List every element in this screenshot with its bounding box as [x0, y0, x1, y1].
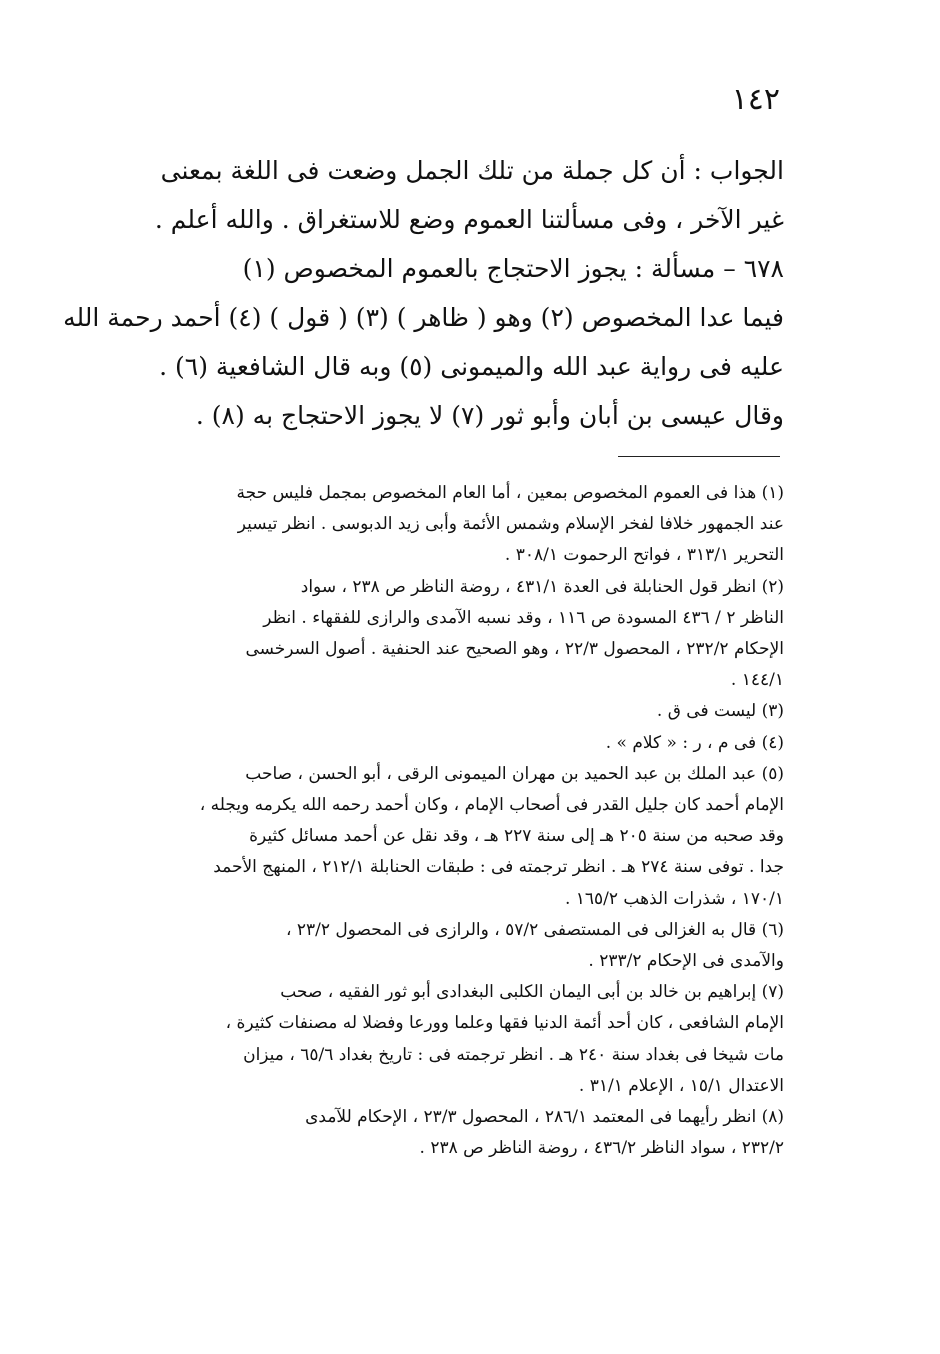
footnote-line: (٣) ليست فى ق . [656, 701, 784, 722]
footnote-separator [618, 456, 780, 457]
footnote-line: (١) هذا فى العموم المخصوص بمعين ، أما العام المخصوص بمجمل فليس حجة [236, 483, 784, 503]
page-number: ١٤٢ [731, 82, 780, 117]
footnote-line: التحرير ٣١٣/١ ، فواتح الرحموت ٣٠٨/١ . [504, 545, 784, 566]
footnote-line: الإحكام ٢٣٢/٢ ، المحصول ٢٢/٣ ، وهو الصحيح عند الحنفية . أصول السرخسى [245, 639, 784, 660]
footnotes [138, 478, 784, 1164]
footnote-line: (٧) إبراهيم بن خالد بن أبى اليمان الكلبى البغدادى أبو ثور الفقيه ، صحب [280, 982, 784, 1003]
footnote-line: مات شيخا فى بغداد سنة ٢٤٠ هـ . انظر ترجمته فى : تاريخ بغداد ٦٥/٦ ، ميزان [243, 1044, 784, 1065]
footnote-line: ٢٣٢/٢ ، سواد الناظر ٤٣٦/٢ ، روضة الناظر ص ٢٣٨ . [419, 1138, 784, 1159]
body-line: فيما عدا المخصوص (٢) وهو ( ظاهر ) (٣) ( قول ) (٤) أحمد رحمة الله [63, 303, 784, 332]
footnote-line: (٨) انظر رأيهما فى المعتمد ٢٨٦/١ ، المحصول ٢٣/٣ ، الإحكام للآمدى [305, 1107, 784, 1128]
footnote-line: عند الجمهور خلافا لفخر الإسلام وشمس الأئمة وأبى زيد الدبوسى . انظر تيسير [237, 514, 784, 535]
footnote-line: الإمام أحمد كان جليل القدر فى أصحاب الإمام ، وكان أحمد رحمه الله يكرمه ويجله ، [199, 795, 784, 816]
footnote-line: ١٧٠/١ ، شذرات الذهب ١٦٥/٢ . [564, 888, 784, 909]
footnote-line: الإمام الشافعى ، كان أحد أئمة الدنيا فقها وعلما وورعا وفضلا له مصنفات كثيرة ، [225, 1013, 784, 1034]
body-line: عليه فى رواية عبد الله والميمونى (٥) وبه قال الشافعية (٦) . [159, 352, 784, 381]
footnote-line: (٤) فى م ، ر : « كلام » . [605, 732, 784, 753]
body-line: الجواب : أن كل جملة من تلك الجمل وضعت فى اللغة بمعنى [160, 156, 784, 185]
main-text [63, 146, 784, 440]
footnote-line: (٢) انظر قول الحنابلة فى العدة ٤٣١/١ ، روضة الناظر ص ٢٣٨ ، سواد [300, 576, 784, 597]
footnote-line: الاعتدال ١٥/١ ، الإعلام ٣١/١ . [578, 1075, 784, 1096]
footnote-line: الناظر ٢ / ٤٣٦ المسودة ص ١١٦ ، وقد نسبه الآمدى والرازى للفقهاء . انظر [263, 607, 784, 628]
body-line: ٦٧٨ – مسألة : يجوز الاحتجاج بالعموم المخصوص (١) [242, 254, 784, 283]
footnote-line: جدا . توفى سنة ٢٧٤ هـ . انظر ترجمته فى : طبقات الحنابلة ٢١٢/١ ، المنهج الأحمد [213, 857, 784, 878]
body-line: وقال عيسى بن أبان وأبو ثور (٧) لا يجوز الاحتجاج به (٨) . [195, 401, 784, 430]
footnote-line: وقد صحبه من سنة ٢٠٥ هـ إلى سنة ٢٢٧ هـ ، وقد نقل عن أحمد مسائل كثيرة [249, 826, 784, 847]
footnote-line: ١٤٤/١ . [730, 670, 784, 691]
footnote-line: والآمدى فى الإحكام ٢٣٣/٢ . [588, 951, 784, 972]
footnote-line: (٦) قال به الغزالى فى المستصفى ٥٧/٢ ، والرازى فى المحصول ٢٣/٢ ، [286, 919, 784, 940]
footnote-line: (٥) عبد الملك بن عبد الحميد بن مهران الميمونى الرقى ، أبو الحسن ، صاحب [245, 763, 784, 784]
body-line: غير الآخر ، وفى مسألتنا العموم وضع للاستغراق . والله أعلم . [154, 205, 784, 234]
